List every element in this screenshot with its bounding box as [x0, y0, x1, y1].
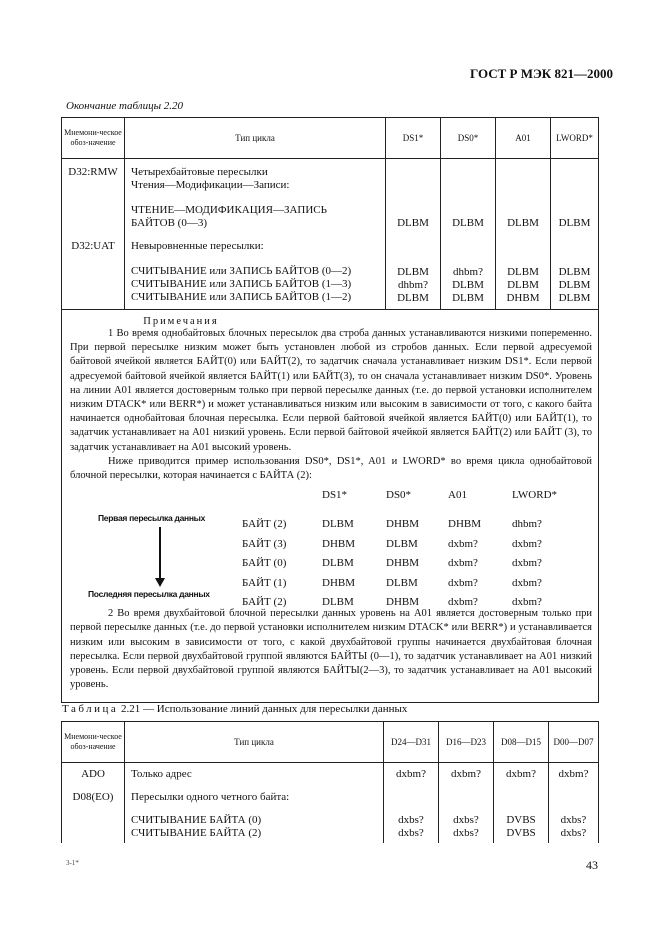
value-cell: DLBM: [397, 292, 429, 304]
cycle-column: [125, 763, 384, 844]
cycle-text: СЧИТЫВАНИЕ или ЗАПИСЬ БАЙТОВ (1—3): [131, 278, 352, 290]
cycle-text: Четырехбайтовые пересылки: [131, 166, 268, 178]
example-col-lword: LWORD*: [512, 489, 558, 502]
d24-d31-column: dxbm? dxbs? dxbs?: [384, 763, 439, 844]
col-mnemonic: Мнемони-ческое обоз-начение: [62, 722, 125, 763]
sheet-mark: 3-1*: [66, 859, 79, 867]
example-a01-values: DHBM dxbm? dxbm? dxbm? dxbm?: [448, 518, 482, 609]
value-cell: DLBM: [558, 279, 591, 291]
mnemonic-d32uat: D32:UAT: [71, 240, 115, 252]
example-col-ds1: DS1*: [322, 489, 348, 502]
col-lword: LWORD*: [551, 118, 599, 159]
caption-text: 2.21 — Использование линий данных для пересылки данных: [121, 703, 408, 715]
arrow-head-icon: [155, 578, 165, 587]
col-cycle-type: Тип цикла: [125, 722, 384, 763]
notes-title: Примечания: [143, 316, 219, 327]
page-number: 43: [586, 858, 598, 872]
arrow-down-icon: [159, 527, 161, 579]
value-cell: DLBM: [452, 217, 484, 229]
note-2: 2 Во время двухбайтовой блочной пересылки данных уровень на A01 является достоверным только при первой пересылке данных (т.е. до первой установки исполнителем низким DTACK* или BERR*) и устанавливается низким или высоким в зависимости от того, с какой двухбайтовой группы начинается двухбайтовая блочная пересылка. Если первой двухбайтовой группой являются БАЙТЫ (0—1), то задатчик устанавливает на A01 низкий уровень. Если первой двухбайтовой группой являются БАЙТЫ(2—3), то задатчик устанавливает на A01 высокий уровень.: [70, 608, 592, 691]
a01-column: [496, 159, 551, 310]
cycle-text: СЧИТЫВАНИЕ или ЗАПИСЬ БАЙТОВ (0—2): [131, 265, 352, 277]
col-cycle-type: Тип цикла: [125, 118, 386, 159]
cycle-text: СЧИТЫВАНИЕ БАЙТА (0): [131, 814, 262, 826]
table-body: [62, 763, 599, 844]
example-ds1-values: DLBM DHBM DLBM DHBM DLBM: [322, 518, 356, 609]
col-d16-d23: D16—D23: [439, 722, 494, 763]
table1-caption: Окончание таблицы 2.20: [66, 100, 184, 112]
table-2-20: [61, 117, 599, 703]
value-cell: DLBM: [558, 266, 591, 278]
col-a01: A01: [496, 118, 551, 159]
note-1-example-intro: Ниже приводится пример использования DS0*, DS1*, A01 и LWORD* во время цикла однобайтовой блочной пересылки, которая начинается с БАЙТА (2):: [70, 455, 592, 482]
caption-prefix: Таблица: [62, 703, 119, 715]
lword-column: [551, 159, 599, 310]
example-bytes: БАЙТ (2) БАЙТ (3) БАЙТ (0) БАЙТ (1) БАЙТ (2): [242, 518, 287, 609]
ds1-column: [386, 159, 441, 310]
value-cell: DLBM: [452, 279, 484, 291]
mnemonic-d32rmw: D32:RMW: [68, 166, 118, 178]
col-mnemonic: Мнемони-ческое обоз-начение: [62, 118, 125, 159]
mnemonic-column: [62, 159, 125, 310]
col-d00-d07: D00—D07: [549, 722, 599, 763]
value-cell: DLBM: [397, 217, 429, 229]
d08-d15-column: dxbm? DVBS DVBS: [494, 763, 549, 844]
cycle-text: Только адрес: [131, 768, 192, 780]
table-body: [62, 159, 599, 310]
cycle-column: [125, 159, 386, 310]
value-cell: DLBM: [507, 279, 539, 291]
d00-d07-column: dxbm? dxbs? dxbs?: [549, 763, 599, 844]
mnemonic-column: [62, 763, 125, 844]
cycle-text: БАЙТОВ (0—3): [131, 217, 207, 229]
value-cell: DLBM: [558, 217, 591, 229]
cycle-text: Чтения—Модификации—Записи:: [131, 179, 290, 191]
example-lword-values: dhbm? dxbm? dxbm? dxbm? dxbm?: [512, 518, 542, 609]
cycle-text: Пересылки одного четного байта:: [131, 791, 290, 803]
value-cell: dhbm?: [453, 266, 483, 278]
col-ds1: DS1*: [386, 118, 441, 159]
col-d08-d15: D08—D15: [494, 722, 549, 763]
first-transfer-label: Первая пересылка данных: [98, 513, 206, 524]
ds0-column: [441, 159, 496, 310]
col-ds0: DS0*: [441, 118, 496, 159]
table-header-row: [62, 118, 599, 159]
value-cell: DHBM: [506, 292, 540, 304]
table2-caption: [62, 703, 407, 715]
cycle-text: Невыровненные пересылки:: [131, 240, 264, 252]
value-cell: DLBM: [397, 266, 429, 278]
value-cell: DLBM: [507, 266, 539, 278]
d16-d23-column: dxbm? dxbs? dxbs?: [439, 763, 494, 844]
value-cell: dhbm?: [398, 279, 428, 291]
col-d24-d31: D24—D31: [384, 722, 439, 763]
cycle-text: ЧТЕНИЕ—МОДИФИКАЦИЯ—ЗАПИСЬ: [131, 204, 327, 216]
example-col-ds0: DS0*: [386, 489, 412, 502]
example-col-a01: A01: [448, 489, 467, 502]
document-header: ГОСТ Р МЭК 821—2000: [470, 66, 613, 81]
table-2-21: [61, 721, 599, 843]
notes-cell: [62, 310, 599, 703]
mnemonic-d08eo: D08(EO): [72, 791, 114, 803]
cycle-text: СЧИТЫВАНИЕ БАЙТА (2): [131, 827, 262, 839]
value-cell: DLBM: [507, 217, 539, 229]
value-cell: DLBM: [558, 292, 591, 304]
value-cell: DLBM: [452, 292, 484, 304]
notes-row: [62, 310, 599, 703]
mnemonic-ado: ADO: [81, 768, 105, 780]
example-ds0-values: DHBM DLBM DHBM DLBM DHBM: [386, 518, 420, 609]
byte-transfer-example: [70, 483, 592, 609]
last-transfer-label: Последняя пересылка данных: [88, 589, 210, 600]
table-header-row: [62, 722, 599, 763]
cycle-text: СЧИТЫВАНИЕ или ЗАПИСЬ БАЙТОВ (1—2): [131, 291, 352, 303]
note-1: 1 Во время однобайтовых блочных пересылок два строба данных устанавливаются низкими попеременно. При первой пересылке низким может быть установлен любой из стробов данных. Если первой адресуемой байтовой ячейкой является БАЙТ(0) или БАЙТ(2), то задатчик сначала устанавливает низким DS1*. Если первой адресуемой байтовой ячейкой является БАЙТ(1) или БАЙТ(3), то он сначала устанавливает низким DS0*. Уровень на линии A01 является достоверным только при первой пересылке данных (т.е. до первой установки исполнителем низким DTACK* или BERR*) и может устанавливаться низким или высоким в зависимости от того, с какого байта начинается однобайтовая блочная пересылка. Если первой байтовой ячейкой является БАЙТ(0) или БАЙТ(1), то задатчик устанавливает на A01 низкий уровень. Если первой байтовой ячейкой является БАЙТ(2) или БАЙТ (3), то задатчик устанавливает на A01 высокий уровень.: [70, 328, 592, 453]
